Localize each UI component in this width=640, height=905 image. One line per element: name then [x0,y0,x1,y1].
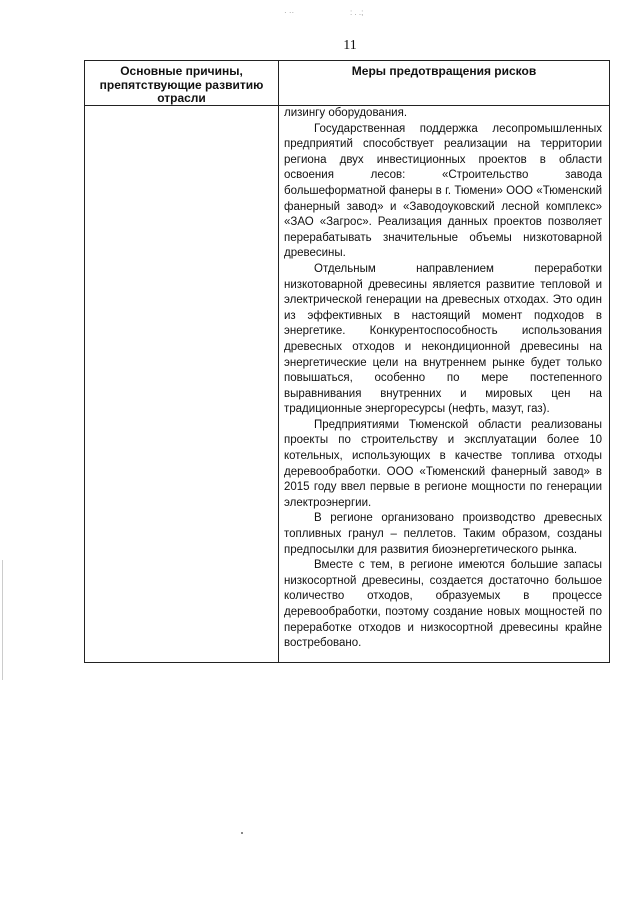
paragraph: Вместе с тем, в регионе имеются большие запасы низкосортной древесины, создается достаточно большое количество отходов, образуемых в процессе деревообработки, поэтому создание новых мощностей по переработке отходов и низкосортной древесины крайне востребовано. [284,559,602,650]
risk-measures-table [84,60,610,663]
paragraph: В регионе организовано производство древесных топливных гранул – пеллетов. Таким образом, созданы предпосылки для развития биоэнергетического рынка. [284,512,602,556]
scan-mark: · ·· [284,8,295,17]
paragraph: Государственная поддержка лесопромышленных предприятий способствует реализации на территории региона двух инвестиционных проектов в области освоения лесов: «Строительство завода большеформатной фанеры в г. Тюмени» ООО «Тюменский фанерный завод» и «Заводоуковский лесной комплекс» «ЗАО «Загрос». Реализация данных проектов позволяет перерабатывать значительные объемы низкотоварной древесины. [284,122,602,260]
scan-dot [241,832,243,834]
measures-cell [284,106,602,652]
scan-edge-mark [2,560,3,680]
page-number: 11 [343,38,357,53]
paragraph: Отдельным направлением переработки низкотоварной древесины является развитие тепловой и электрической генерации на древесных отходах. Это один из эффективных в настоящий момент подходов в энергетике. Конкурентоспособность использования древесных отходов и некондиционной древесины на энергетические цели на внутреннем рынке будет только повышаться, особенно по мере постепенного выравнивания внутренних и мировых цен на традиционные энергоресурсы (нефть, мазут, газ). [284,262,602,416]
column-divider [278,61,279,662]
scan-mark: : . .; [350,8,364,17]
header-causes: Основные причины, препятствующие развитию отрасли [99,64,264,105]
paragraph-continuation: лизингу оборудования. [284,107,408,119]
header-measures: Меры предотвращения рисков [351,64,537,78]
paragraph: Предприятиями Тюменской области реализованы проекты по строительству и эксплуатации более 10 котельных, использующих в качестве топлива отходы деревообработки. ООО «Тюменский фанерный завод» в 2015 году ввел первые в регионе мощности по генерации электроэнергии. [284,418,602,509]
